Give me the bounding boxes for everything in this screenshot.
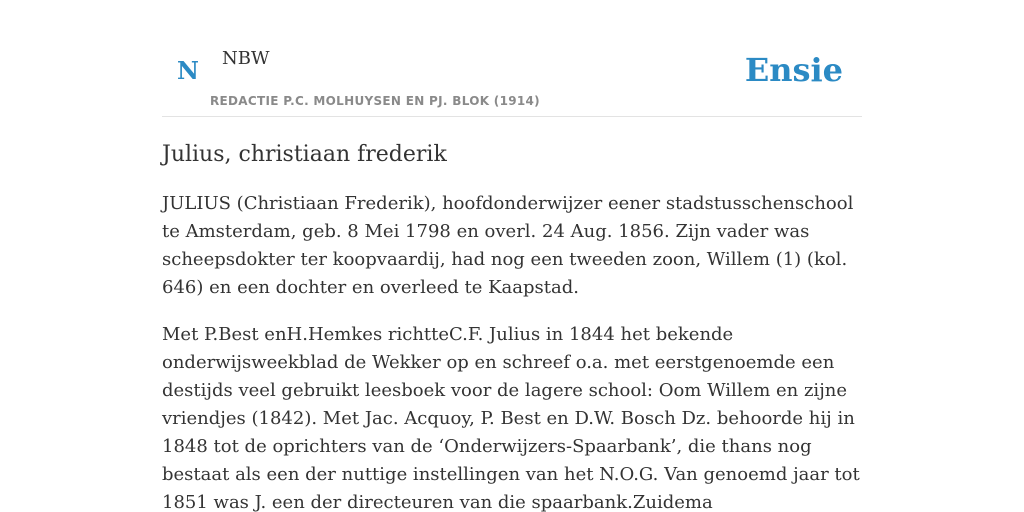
brand-logo[interactable]: Ensie	[744, 51, 843, 89]
source-title[interactable]: NBW	[222, 48, 270, 69]
article	[162, 138, 862, 512]
source-subtitle: REDACTIE P.C. MOLHUYSEN EN PJ. BLOK (1914)	[210, 94, 540, 108]
article-paragraph: JULIUS (Christiaan Frederik), hoofdonderwijzer eener stadstusschenschool te Amsterdam, geb. 8 Mei 1798 en overl. 24 Aug. 1856. Zijn vader was scheepsdokter ter koopvaardij, had nog een tweeden zoon, Willem (1) (kol. 646) en een dochter en overleed te Kaapstad.	[162, 193, 854, 298]
source-logo-icon[interactable]: N	[177, 56, 199, 85]
article-paragraph: Met P.Best enH.Hemkes richtteC.F. Julius in 1844 het bekende onderwijsweekblad de Wekker op en schreef o.a. met eerstgenoemde een destijds veel gebruikt leesboek voor de lagere school: Oom Willem en zijne vriendjes (1842). Met Jac. Acquoy, P. Best en D.W. Bosch Dz. behoorde hij in 1848 tot de oprichters van de ‘Onderwijzers-Spaarbank’, die thans nog bestaat als een der nuttige instellingen van het N.O.G. Van genoemd jaar tot 1851 was J. een der directeuren van die spaarbank.Zuidema	[162, 324, 860, 512]
header	[162, 0, 862, 117]
article-title: Julius, christiaan frederik	[162, 142, 447, 167]
